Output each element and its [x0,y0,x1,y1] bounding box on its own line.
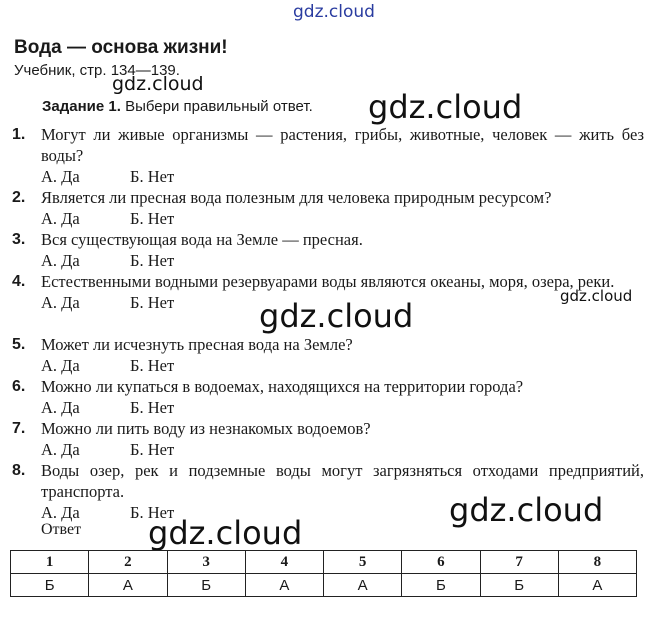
question-options [41,502,644,523]
answer-value-cell: Б [11,574,89,597]
answer-header-cell: 7 [480,551,558,574]
question-options [41,292,644,313]
answer-header-cell: 4 [245,551,323,574]
answer-value-cell: Б [167,574,245,597]
answer-value-cell: А [89,574,167,597]
option-a: А. Да [41,167,80,186]
question-number: 4. [12,273,26,290]
question-text: Является ли пресная вода полезным для человека природным ресурсом? [41,188,552,207]
watermark: gdz.cloud [449,491,604,529]
task-text: Выбери правильный ответ. [120,98,313,115]
question-options [41,439,644,460]
question-7 [12,418,644,460]
watermark: gdz.cloud [259,297,414,335]
option-a: А. Да [41,398,80,417]
question-number: 8. [12,462,26,479]
answer-header-row [11,551,637,574]
watermark: gdz.cloud [560,287,633,305]
question-options [41,208,644,229]
option-a: А. Да [41,503,80,522]
question-number: 2. [12,189,26,206]
answer-header-cell: 8 [558,551,636,574]
question-text: Можно ли пить воду из незнакомых водоемов? [41,419,371,438]
question-options [41,355,644,376]
option-a: А. Да [41,209,80,228]
option-a: А. Да [41,356,80,375]
answer-value-cell: А [245,574,323,597]
option-b: Б. Нет [130,356,175,375]
question-6 [12,376,644,418]
option-a: А. Да [41,293,80,312]
question-4 [12,271,644,313]
answer-table [10,550,637,597]
watermark-top: gdz.cloud [293,2,375,22]
question-text: Естественными водными резервуарами воды являются океаны, моря, озера, реки. [41,272,615,291]
question-text: Можно ли купаться в водоемах, находящихся на территории города? [41,377,524,396]
question-2 [12,187,644,229]
question-text: Могут ли живые организмы — растения, грибы, животные, человек — жить без воды? [41,125,644,165]
question-text: Воды озер, рек и подземные воды могут загрязняться отходами предприятий, транспорта. [41,461,644,501]
option-b: Б. Нет [130,503,175,522]
question-number: 1. [12,126,26,143]
question-number: 6. [12,378,26,395]
question-1 [12,124,644,187]
answer-header-cell: 1 [11,551,89,574]
option-a: А. Да [41,440,80,459]
option-b: Б. Нет [130,167,175,186]
question-number: 7. [12,420,26,437]
answer-header-cell: 3 [167,551,245,574]
question-3 [12,229,644,271]
option-b: Б. Нет [130,398,175,417]
question-5 [12,334,644,376]
answer-value-cell: А [324,574,402,597]
answer-value-cell: А [558,574,636,597]
question-text: Может ли исчезнуть пресная вода на Земле? [41,335,353,354]
question-number: 3. [12,231,26,248]
watermark: gdz.cloud [112,73,204,95]
answer-label: Ответ [41,521,82,538]
answer-header-cell: 6 [402,551,480,574]
question-options [41,397,644,418]
page-title: Вода — основа жизни! [14,37,228,58]
question-number: 5. [12,336,26,353]
task-heading [42,98,313,115]
question-text: Вся существующая вода на Земле — пресная. [41,230,363,249]
option-b: Б. Нет [130,251,175,270]
question-8 [12,460,644,523]
question-options [41,250,644,271]
option-b: Б. Нет [130,293,175,312]
page-subtitle: Учебник, стр. 134—139. [14,62,180,79]
answer-header-cell: 5 [324,551,402,574]
task-label: Задание 1. [42,98,121,115]
watermark: gdz.cloud [148,514,303,552]
answer-value-cell: Б [480,574,558,597]
answer-value-row [11,574,637,597]
option-a: А. Да [41,251,80,270]
option-b: Б. Нет [130,440,175,459]
question-options [41,166,644,187]
answer-value-cell: Б [402,574,480,597]
watermark: gdz.cloud [368,88,523,126]
answer-header-cell: 2 [89,551,167,574]
option-b: Б. Нет [130,209,175,228]
